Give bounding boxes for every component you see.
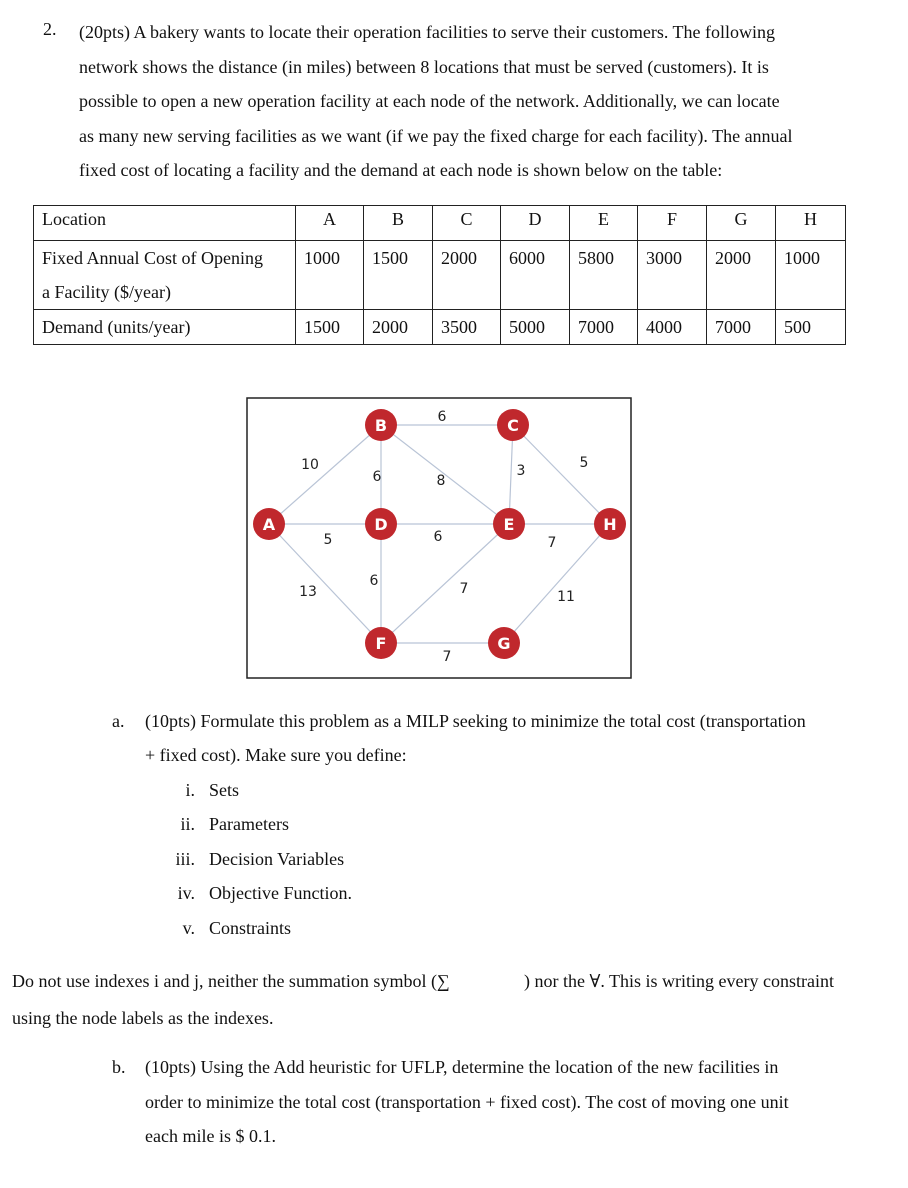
node-f <box>365 627 397 659</box>
problem-paragraph <box>79 15 879 188</box>
network-diagram <box>246 397 632 679</box>
paragraph-line: as many new serving facilities as we want (if we pay the fixed charge for each facility). The annual <box>79 125 793 146</box>
fixed-cost-cell: 1000 <box>296 241 364 310</box>
demand-cell: 4000 <box>638 310 707 345</box>
paragraph-line: fixed cost of locating a facility and the demand at each node is shown below on the table: <box>79 160 723 180</box>
weight-f-e: 7 <box>459 581 469 597</box>
item-text: Sets <box>209 780 240 800</box>
part-a-line2: + fixed cost). Make sure you define: <box>145 745 407 765</box>
fixed-cost-cell: 2000 <box>433 241 501 310</box>
weight-a-f: 13 <box>299 584 317 600</box>
weight-b-c: 6 <box>437 409 447 425</box>
demand-cell: 7000 <box>707 310 776 345</box>
fixed-cost-cell: 1000 <box>776 241 846 310</box>
fixed-cost-cell: 6000 <box>501 241 570 310</box>
weight-d-e: 6 <box>433 529 443 545</box>
paragraph-line: network shows the distance (in miles) between 8 locations that must be served (customers). It is <box>79 56 769 77</box>
node-g <box>488 627 520 659</box>
demand-cell: 5000 <box>501 310 570 345</box>
location-header: A <box>296 206 364 241</box>
paragraph-line: (20pts) A bakery wants to locate their operation facilities to serve their customers. The following <box>79 22 775 42</box>
demand-cell: 500 <box>776 310 846 345</box>
weight-d-f: 6 <box>369 573 379 589</box>
node-a-label: A <box>262 515 276 534</box>
item-num: i. <box>185 780 195 800</box>
demand-cell: 1500 <box>296 310 364 345</box>
fixed-cost-row <box>34 241 846 310</box>
weight-c-h: 5 <box>579 455 589 471</box>
row-label-fixed-cost <box>34 241 296 310</box>
weight-e-h: 7 <box>547 535 557 551</box>
note-line2: using the node labels as the indexes. <box>12 1008 274 1028</box>
weight-c-e: 3 <box>516 463 526 479</box>
node-h-label: H <box>603 515 617 534</box>
facility-table <box>33 205 846 345</box>
node-a <box>253 508 285 540</box>
weight-b-d: 6 <box>372 469 382 485</box>
fixed-cost-label-line1: Fixed Annual Cost of Opening <box>42 248 263 268</box>
part-b-line2: order to minimize the total cost (transportation + fixed cost). The cost of moving one unit <box>145 1092 789 1112</box>
part-b-line1: (10pts) Using the Add heuristic for UFLP, determine the location of the new facilities in <box>145 1057 779 1077</box>
row-label-location: Location <box>34 206 296 241</box>
node-e <box>493 508 525 540</box>
weight-a-b: 10 <box>301 457 319 473</box>
item-text: Parameters <box>209 814 289 834</box>
node-f-label: F <box>375 634 387 653</box>
item-text: Objective Function. <box>209 883 352 903</box>
node-e-label: E <box>503 515 515 534</box>
note-line1-part2: ) nor the ∀. This is writing every constraint <box>524 971 834 991</box>
note-line1-part1: Do not use indexes i and j, neither the summation symbol (∑ <box>12 971 450 991</box>
part-b-label: b. <box>112 1057 126 1077</box>
part-b-line3: each mile is $ 0.1. <box>145 1126 276 1146</box>
part-a-line1: (10pts) Formulate this problem as a MILP seeking to minimize the total cost (transportation <box>145 711 806 731</box>
node-c-label: C <box>507 416 519 435</box>
weight-g-h: 11 <box>557 589 575 605</box>
location-row <box>34 206 846 241</box>
item-num: iv. <box>177 883 195 903</box>
item-text: Constraints <box>209 918 292 938</box>
demand-cell: 3500 <box>433 310 501 345</box>
row-label-demand: Demand (units/year) <box>34 310 296 345</box>
item-num: iii. <box>175 849 195 869</box>
problem-number: 2. <box>43 19 57 39</box>
location-header: B <box>364 206 433 241</box>
node-g-label: G <box>497 634 511 653</box>
node-b-label: B <box>374 416 388 435</box>
item-num: v. <box>182 918 195 938</box>
node-d <box>365 508 397 540</box>
location-header: F <box>638 206 707 241</box>
location-header: C <box>433 206 501 241</box>
node-d-label: D <box>374 515 388 534</box>
paragraph-line: possible to open a new operation facility at each node of the network. Additionally, we can locate <box>79 91 780 111</box>
node-h <box>594 508 626 540</box>
node-c <box>497 409 529 441</box>
weight-f-g: 7 <box>442 649 452 665</box>
fixed-cost-label-line2: a Facility ($/year) <box>42 282 171 302</box>
demand-row <box>34 310 846 345</box>
item-text: Decision Variables <box>209 849 345 869</box>
location-header: G <box>707 206 776 241</box>
location-header: D <box>501 206 570 241</box>
item-num: ii. <box>180 814 195 834</box>
fixed-cost-cell: 5800 <box>570 241 638 310</box>
location-header: E <box>570 206 638 241</box>
demand-cell: 7000 <box>570 310 638 345</box>
weight-b-e: 8 <box>436 473 446 489</box>
location-header: H <box>776 206 846 241</box>
fixed-cost-cell: 1500 <box>364 241 433 310</box>
node-b <box>365 409 397 441</box>
demand-cell: 2000 <box>364 310 433 345</box>
fixed-cost-cell: 3000 <box>638 241 707 310</box>
part-a-label: a. <box>112 711 125 731</box>
fixed-cost-cell: 2000 <box>707 241 776 310</box>
weight-a-d: 5 <box>323 532 333 548</box>
